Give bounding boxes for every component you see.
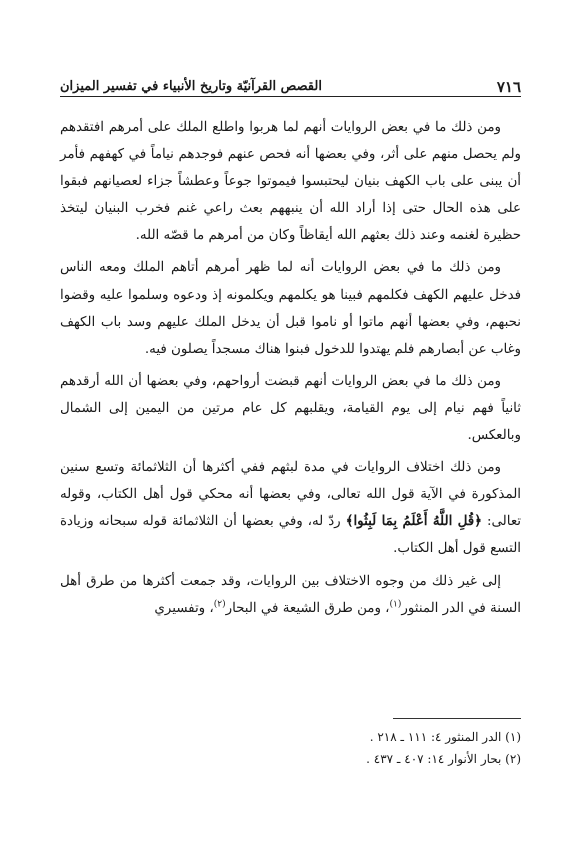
footnotes <box>60 726 521 770</box>
paragraph-4-text-b: ردّ له، وفي بعضها أن الثلاثمائة قوله سبحانه وزيادة التسع قول أهل الكتاب. <box>60 514 521 557</box>
running-header <box>60 74 521 97</box>
footnote-2: (٢) بحار الأنوار ١٤: ٤٠٧ ـ ٤٣٧ . <box>366 752 521 766</box>
footnote-ref-1[interactable]: (١) <box>389 599 402 610</box>
paragraph-4-text-a: ومن ذلك اختلاف الروايات في مدة لبثهم ففي أكثرها أن الثلاثمائة وتسع سنين المذكورة في الآية قول الله تعالى، وفي بعضها أنه محكي قول أهل الكتاب، وقوله تعالى: <box>60 460 522 530</box>
paragraph-4 <box>60 454 521 562</box>
page-number: ٧١٦ <box>496 78 521 96</box>
paragraph-5 <box>60 568 521 622</box>
page-body <box>60 114 521 627</box>
paragraph-5-text-c: ، وتفسيري <box>154 600 214 616</box>
footnote-separator <box>393 718 521 719</box>
book-title: القصص القرآنيّة وتاريخ الأنبياء في تفسير الميزان <box>60 79 322 94</box>
paragraph-1: ومن ذلك ما في بعض الروايات أنهم لما هربوا واطلع الملك على أمرهم افتقدهم ولم يحصل منهم على أثر، وفي بعضها أنه فحص عنهم فوجدهم نياماً في كهفهم فأمر أن يبنى على باب الكهف بنيان ليحتبسوا فيموتوا جوعاً وعطشاً جزاء لعصيانهم فبقوا على هذه الحال حتى إذا أراد الله أن ينبههم بعث راعي غنم فخرب البنيان ليتخذ حظيرة لغنمه وعند ذلك بعثهم الله أيقاظاً وكان من أمرهم ما قصّه الله. <box>60 120 521 244</box>
paragraph-5-text-b: ، ومن طرق الشيعة في البحار <box>225 600 390 616</box>
footnote-1: (١) الدر المنثور ٤: ١١١ ـ ٢١٨ . <box>369 730 521 744</box>
quran-verse: ﴿قُلِ اللَّهُ أَعْلَمُ بِمَا لَبِثُوا﴾ <box>345 513 483 530</box>
footnote-ref-2[interactable]: (٢) <box>213 599 226 610</box>
paragraph-5-text-a: إلى غير ذلك من وجوه الاختلاف بين الروايات، وقد جمعت أكثرها من طرق أهل السنة في الدر المنثور <box>60 573 521 616</box>
paragraph-2: ومن ذلك ما في بعض الروايات أنه لما ظهر أمرهم أتاهم الملك ومعه الناس فدخل عليهم الكهف فكلمهم فبينا هو يكلمهم ويكلمونه إذ ودعوه وسلموا عليه وقضوا نحبهم، وفي بعضها أنهم ماتوا أو ناموا قبل أن يدخل الملك عليهم وسد باب الكهف وغاب عن أبصارهم فلم يهتدوا للدخول فبنوا هناك مسجداً يصلون فيه. <box>60 260 521 357</box>
paragraph-3: ومن ذلك ما في بعض الروايات أنهم قبضت أرواحهم، وفي بعضها أن الله أرقدهم ثانياً فهم نيام إلى يوم القيامة، ويقلبهم كل عام مرتين من اليمين إلى الشمال وبالعكس. <box>60 373 521 444</box>
